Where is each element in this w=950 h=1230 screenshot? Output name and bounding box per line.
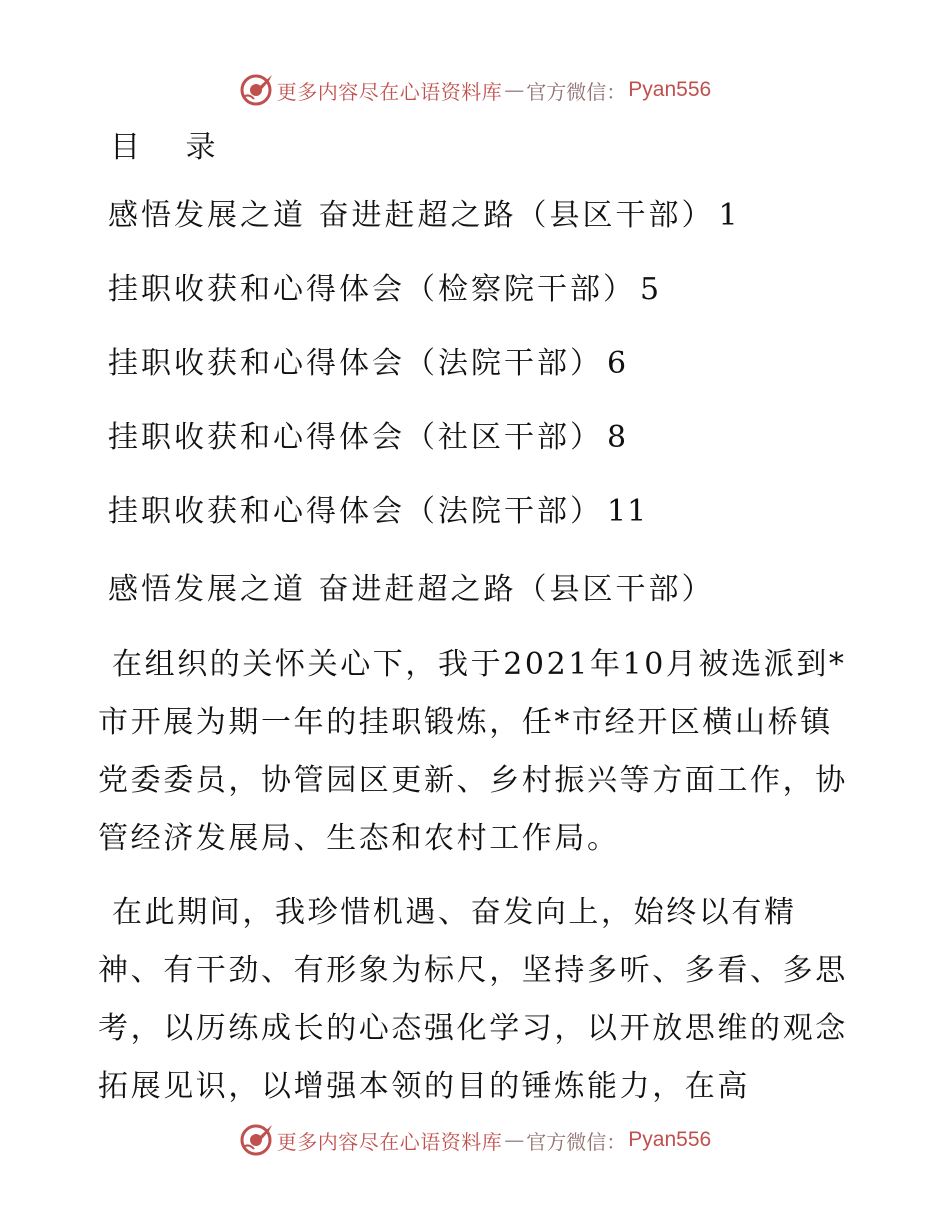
- toc-entry-title: 挂职收获和心得体会（法院干部）: [108, 494, 603, 529]
- footer-banner: [0, 1120, 950, 1160]
- banner-separator: —: [504, 78, 525, 102]
- article-heading: 感悟发展之道 奋进赶超之路（县区干部）: [108, 572, 715, 607]
- toc-entry[interactable]: [108, 486, 739, 560]
- toc-entry[interactable]: [108, 264, 739, 338]
- toc-entry-page: 6: [607, 346, 628, 381]
- banner-wechat-label: 官方微信：: [526, 1129, 627, 1154]
- toc-entry[interactable]: [108, 338, 739, 412]
- banner-account: Pyan556: [628, 78, 712, 101]
- header-banner: [0, 70, 950, 110]
- banner-wechat-label: 官方微信：: [526, 79, 627, 104]
- toc-list: [108, 190, 739, 560]
- pen-logo-icon: [239, 73, 273, 107]
- toc-title: 目 录: [110, 130, 234, 165]
- toc-entry-page: 11: [607, 494, 648, 529]
- toc-entry-page: 8: [607, 420, 628, 455]
- pen-logo-icon: [239, 1123, 273, 1157]
- toc-entry-page: 5: [640, 272, 661, 307]
- toc-entry-page: 1: [718, 198, 739, 233]
- toc-entry-title: 挂职收获和心得体会（检察院干部）: [108, 272, 636, 307]
- toc-entry[interactable]: [108, 190, 739, 264]
- banner-separator: —: [504, 1128, 525, 1152]
- toc-entry[interactable]: [108, 412, 739, 486]
- toc-entry-title: 感悟发展之道 奋进赶超之路（县区干部）: [108, 198, 715, 233]
- banner-account: Pyan556: [628, 1128, 712, 1151]
- article-paragraph: 在此期间，我珍惜机遇、奋发向上，始终以有精神、有干劲、有形象为标尺，坚持多听、多看、多思考，以历练成长的心态强化学习，以开放思维的观念拓展见识，以增强本领的目的锤炼能力，在高: [98, 895, 848, 1104]
- article-paragraph: 在组织的关怀关心下，我于2021年10月被选派到*市开展为期一年的挂职锻炼，任*市经开区横山桥镇党委委员，协管园区更新、乡村振兴等方面工作，协管经济发展局、生态和农村工作局。: [98, 647, 848, 856]
- toc-entry-title: 挂职收获和心得体会（社区干部）: [108, 420, 603, 455]
- banner-text: 更多内容尽在心语资料库: [276, 79, 503, 104]
- banner-text: 更多内容尽在心语资料库: [276, 1129, 503, 1154]
- toc-entry-title: 挂职收获和心得体会（法院干部）: [108, 346, 603, 381]
